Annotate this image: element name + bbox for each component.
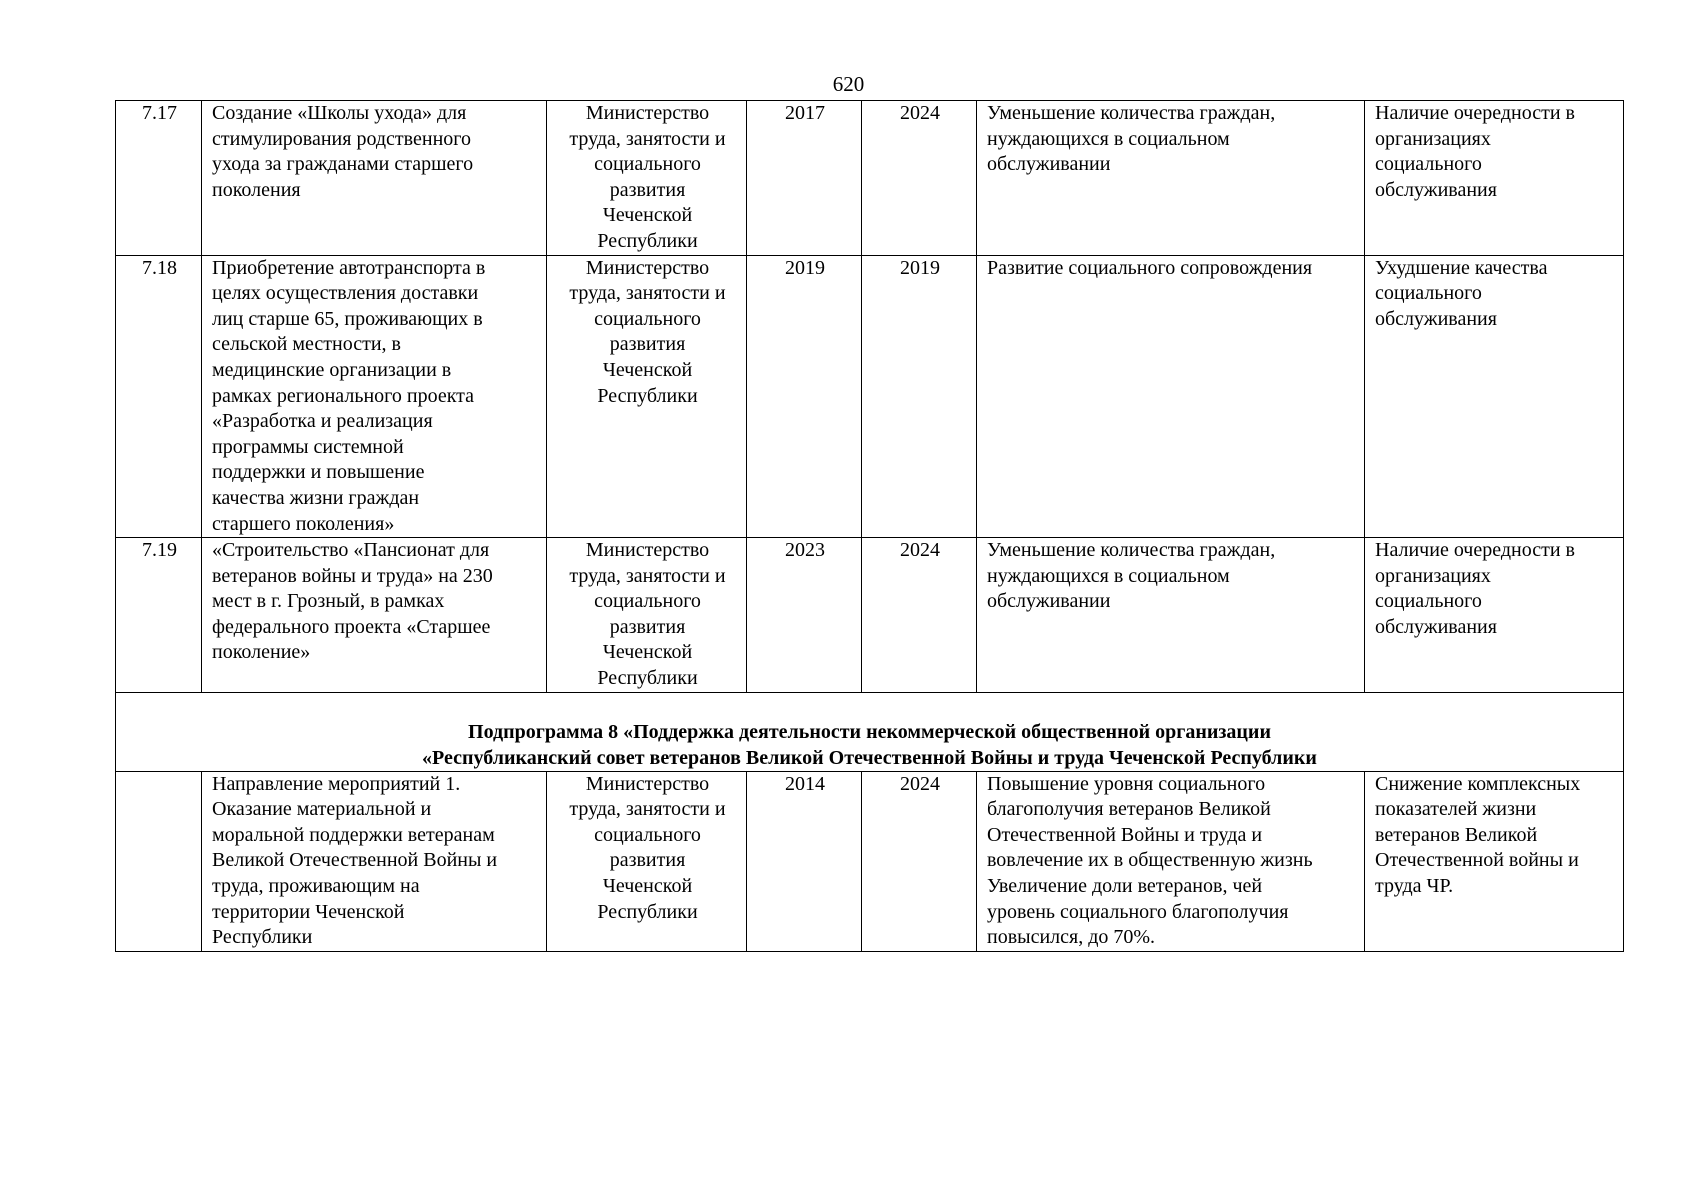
executor: Министерство труда, занятости и социального развития Чеченской Республики (547, 538, 747, 693)
executor: Министерство труда, занятости и социального развития Чеченской Республики (547, 771, 747, 951)
risk-consequence: Наличие очередности в организациях социального обслуживания (1365, 538, 1624, 693)
row-number (116, 771, 202, 951)
subprogram-header (116, 692, 1624, 771)
subprogram-title-line-2: «Республиканский совет ветеранов Великой Отечественной Войны и труда Чеченской Республики (422, 746, 1317, 769)
expected-result: Развитие социального сопровождения (977, 255, 1365, 538)
end-year: 2019 (862, 255, 977, 538)
start-year: 2023 (747, 538, 862, 693)
start-year: 2014 (747, 771, 862, 951)
table-row (116, 538, 1624, 693)
expected-result: Уменьшение количества граждан, нуждающихся в социальном обслуживании (977, 101, 1365, 256)
expected-result: Уменьшение количества граждан, нуждающихся в социальном обслуживании (977, 538, 1365, 693)
start-year: 2019 (747, 255, 862, 538)
expected-result: Повышение уровня социального благополучия ветеранов Великой Отечественной Войны и труда и вовлечение их в общественную жизнь Увеличение доли ветеранов, чей уровень социального благополучия повысился, до 70%. (977, 771, 1365, 951)
end-year: 2024 (862, 538, 977, 693)
start-year: 2017 (747, 101, 862, 256)
table-row (116, 255, 1624, 538)
risk-consequence: Наличие очередности в организациях социального обслуживания (1365, 101, 1624, 256)
risk-consequence: Снижение комплексных показателей жизни ветеранов Великой Отечественной войны и труда ЧР. (1365, 771, 1624, 951)
table-row (116, 101, 1624, 256)
row-number: 7.18 (116, 255, 202, 538)
activity-name: Приобретение автотранспорта в целях осуществления доставки лиц старше 65, проживающих в сельской местности, в медицинские организации в рамках регионального проекта «Разработка и реализация программы системной поддержки и повышение качества жизни граждан старшего поколения» (202, 255, 547, 538)
activity-name: Направление мероприятий 1. Оказание материальной и моральной поддержки ветеранам Великой Отечественной Войны и труда, проживающим на территории Чеченской Республики (202, 771, 547, 951)
subprogram-header-row (116, 692, 1624, 771)
row-number: 7.19 (116, 538, 202, 693)
row-number: 7.17 (116, 101, 202, 256)
page-number: 620 (832, 72, 865, 96)
end-year: 2024 (862, 771, 977, 951)
subprogram-title-line-1: Подпрограмма 8 «Поддержка деятельности некоммерческой общественной организации (468, 720, 1271, 743)
table-row (116, 771, 1624, 951)
activities-table (115, 100, 1624, 952)
executor: Министерство труда, занятости и социального развития Чеченской Республики (547, 255, 747, 538)
end-year: 2024 (862, 101, 977, 256)
executor: Министерство труда, занятости и социального развития Чеченской Республики (547, 101, 747, 256)
activity-name: Создание «Школы ухода» для стимулирования родственного ухода за гражданами старшего поколения (202, 101, 547, 256)
risk-consequence: Ухудшение качества социального обслуживания (1365, 255, 1624, 538)
activity-name: «Строительство «Пансионат для ветеранов войны и труда» на 230 мест в г. Грозный, в рамках федерального проекта «Старшее поколение» (202, 538, 547, 693)
